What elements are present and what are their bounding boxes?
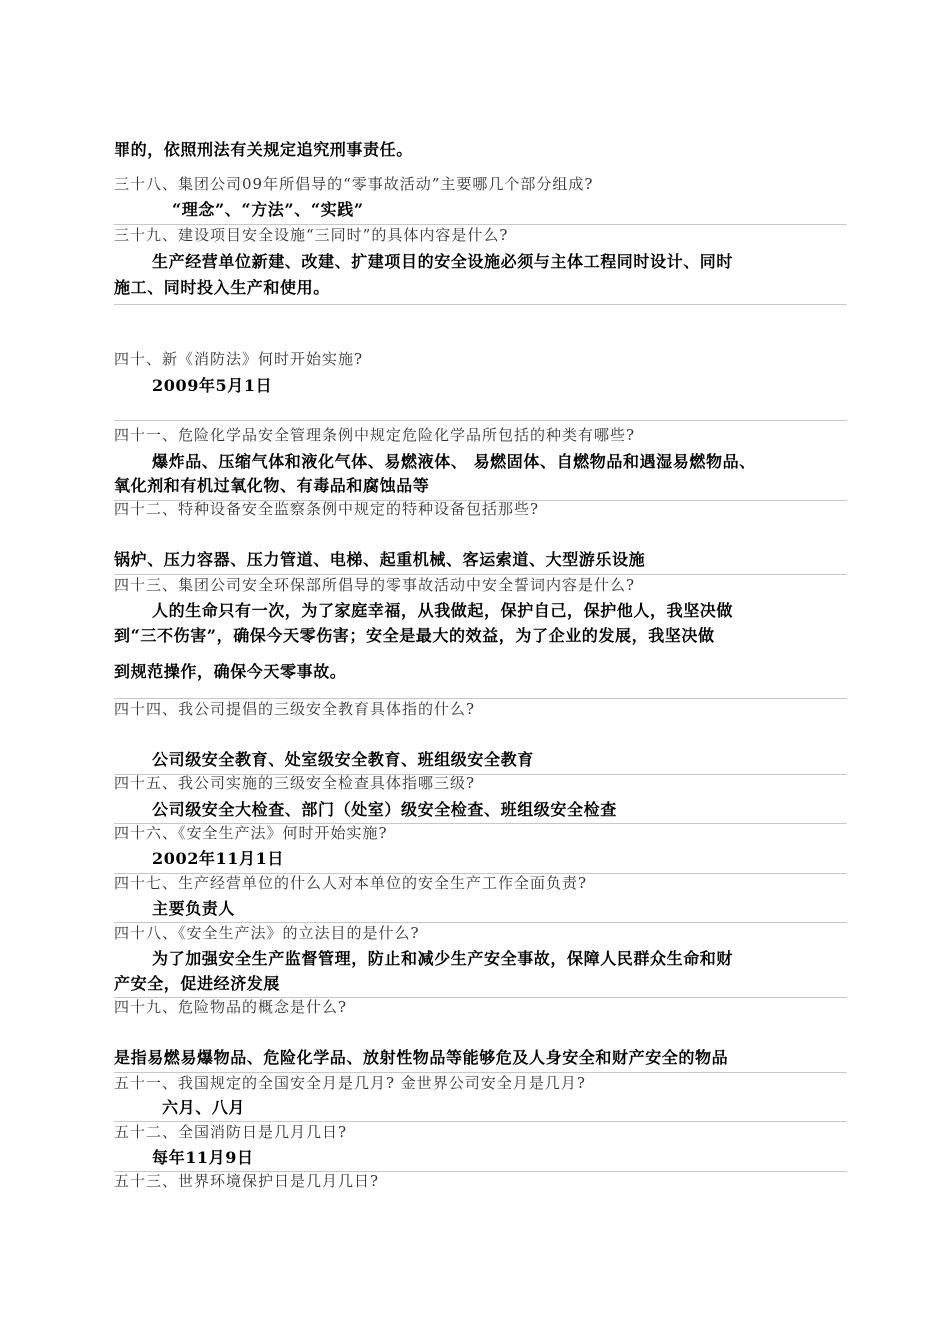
divider [114, 420, 847, 421]
divider [114, 1121, 847, 1122]
answer-43-line-3: 到规范操作，确保今天零事故。 [114, 662, 347, 681]
answer-52: 每年11月9日 [152, 1148, 254, 1167]
divider [114, 698, 847, 699]
divider [114, 304, 847, 305]
question-45: 四十五、我公司实施的三级安全检查具体指哪三级? [114, 774, 476, 792]
answer-47: 主要负责人 [152, 899, 236, 918]
question-39: 三十九、建设项目安全设施“三同时”的具体内容是什么? [114, 226, 509, 244]
answer-43-line-1: 人的生命只有一次，为了家庭幸福，从我做起，保护自己，保护他人，我坚决做 [152, 601, 734, 620]
question-44: 四十四、我公司提倡的三级安全教育具体指的什么? [114, 700, 476, 718]
answer-45: 公司级安全大检查、部门（处室）级安全检查、班组级安全检查 [152, 800, 617, 819]
question-53: 五十三、世界环境保护日是几月几日? [114, 1172, 380, 1190]
question-52: 五十二、全国消防日是几月几日? [114, 1123, 348, 1141]
answer-46: 2002年11月1日 [152, 849, 284, 868]
question-42: 四十二、特种设备安全监察条例中规定的特种设备包括那些? [114, 500, 540, 518]
question-49: 四十九、危险物品的概念是什么? [114, 998, 348, 1016]
question-38: 三十八、集团公司09年所倡导的“零事故活动”主要哪几个部分组成? [114, 175, 594, 193]
question-48: 四十八、《安全生产法》的立法目的是什么? [114, 924, 420, 942]
divider [114, 574, 847, 575]
answer-38: “理念”、“方法”、“实践” [172, 200, 364, 219]
answer-48-line-2: 产安全，促进经济发展 [114, 974, 281, 993]
answer-51: 六月、八月 [162, 1098, 246, 1117]
answer-39-line-2: 施工、同时投入生产和使用。 [114, 278, 330, 297]
answer-41-line-1: 爆炸品、压缩气体和液化气体、易燃液体、 易燃固体、自燃物品和遇湿易燃物品、 [152, 452, 756, 471]
answer-text: 罪的，依照刑法有关规定追究刑事责任。 [114, 140, 413, 159]
answer-42: 锅炉、压力容器、压力管道、电梯、起重机械、客运索道、大型游乐设施 [114, 550, 646, 569]
question-40: 四十、新《消防法》何时开始实施? [114, 350, 364, 368]
answer-41-line-2: 氧化剂和有机过氧化物、有毒品和腐蚀品等 [114, 476, 430, 495]
question-46: 四十六、《安全生产法》何时开始实施? [114, 824, 388, 842]
answer-49: 是指易燃易爆物品、危险化学品、放射性物品等能够危及人身安全和财产安全的物品 [114, 1048, 729, 1067]
answer-39-line-1: 生产经营单位新建、改建、扩建项目的安全设施必须与主体工程同时设计、同时 [152, 252, 734, 271]
answer-40: 2009年5月1日 [152, 376, 273, 395]
divider [114, 1072, 847, 1073]
divider [114, 922, 847, 923]
question-43: 四十三、集团公司安全环保部所倡导的零事故活动中安全誓词内容是什么? [114, 576, 636, 594]
question-47: 四十七、生产经营单位的什么人对本单位的安全生产工作全面负责? [114, 874, 588, 892]
question-51: 五十一、我国规定的全国安全月是几月? 金世界公司安全月是几月? [114, 1074, 586, 1092]
question-41: 四十一、危险化学品安全管理条例中规定危险化学品所包括的种类有哪些? [114, 426, 636, 444]
answer-44: 公司级安全教育、处室级安全教育、班组级安全教育 [152, 750, 534, 769]
divider [114, 224, 847, 225]
answer-48-line-1: 为了加强安全生产监督管理，防止和减少生产安全事故，保障人民群众生命和财 [152, 949, 734, 968]
answer-43-line-2: 到“三不伤害”，确保今天零伤害；安全是最大的效益，为了企业的发展，我坚决做 [114, 626, 715, 645]
